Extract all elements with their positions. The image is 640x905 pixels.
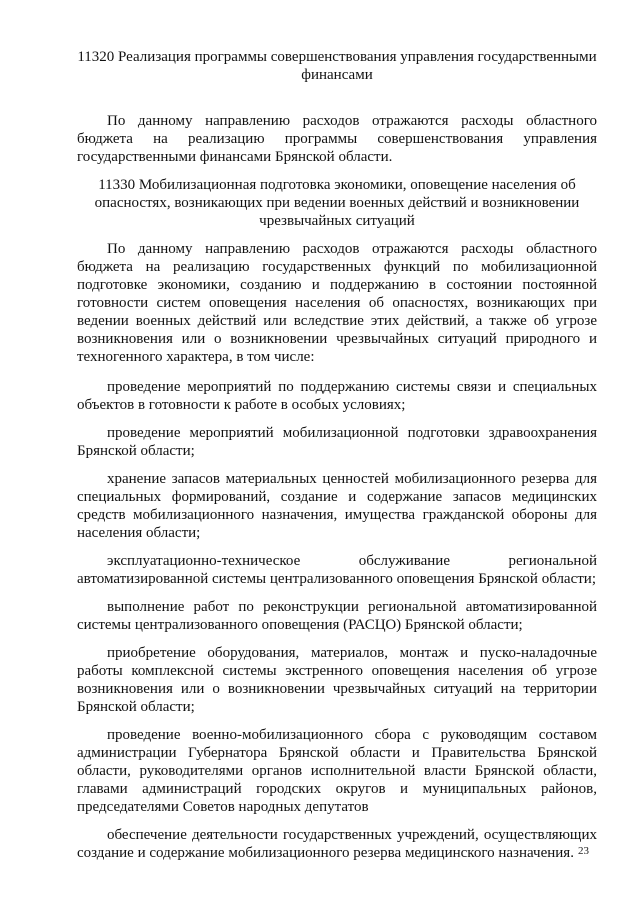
list-item: приобретение оборудования, материалов, монтаж и пуско-наладочные работы комплексной системы экстренного оповещения населения об угрозе возникновения или о возникновении чрезвычайных ситуаций на территории Брянской области; [77,645,597,715]
document-page [77,48,597,872]
expense-item-list [77,378,597,862]
page-number: 23 [578,845,589,857]
list-item: проведение мероприятий по поддержанию системы связи и специальных объектов в готовности к работе в особых условиях; [77,379,597,413]
list-item: выполнение работ по реконструкции региональной автоматизированной системы централизованного оповещения (РАСЦО) Брянской области; [77,599,597,633]
list-item: проведение мероприятий мобилизационной подготовки здравоохранения Брянской области; [77,425,597,459]
section-paragraph-11320: По данному направлению расходов отражаются расходы областного бюджета на реализацию программы совершенствования управления государственными финансами Брянской области. [77,113,597,165]
list-item: обеспечение деятельности государственных учреждений, осуществляющих создание и содержание мобилизационного резерва медицинского назначения. [77,827,597,861]
list-item: эксплуатационно-техническое обслуживание региональной автоматизированной системы централизованного оповещения Брянской области; [77,553,597,587]
section-paragraph-11330: По данному направлению расходов отражаются расходы областного бюджета на реализацию государственных функций по мобилизационной подготовке экономики, созданию и поддержанию в состоянии постоянной готовности систем оповещения населения об опасностях, возникающих при ведении военных действий или вследствие этих действий, а также об угрозе возникновения или о возникновении чрезвычайных ситуаций природного и техногенного характера, в том числе: [77,241,597,365]
section-heading-11320: 11320 Реализация программы совершенствования управления государственными финансами [77,49,597,83]
list-item: хранение запасов материальных ценностей мобилизационного резерва для специальных формирований, создание и содержание запасов медицинских средств мобилизационного назначения, имущества гражданской обороны для населения области; [77,471,597,541]
list-item: проведение военно-мобилизационного сбора с руководящим составом администрации Губернатора Брянской области и Правительства Брянской области, руководителями органов исполнительной власти Брянской области, главами администраций городских округов и муниципальных районов, председателями Советов народных депутатов [77,727,597,815]
section-heading-11330: 11330 Мобилизационная подготовка экономики, оповещение населения об опасностях, возникающих при ведении военных действий и возникновении чрезвычайных ситуаций [94,177,580,229]
